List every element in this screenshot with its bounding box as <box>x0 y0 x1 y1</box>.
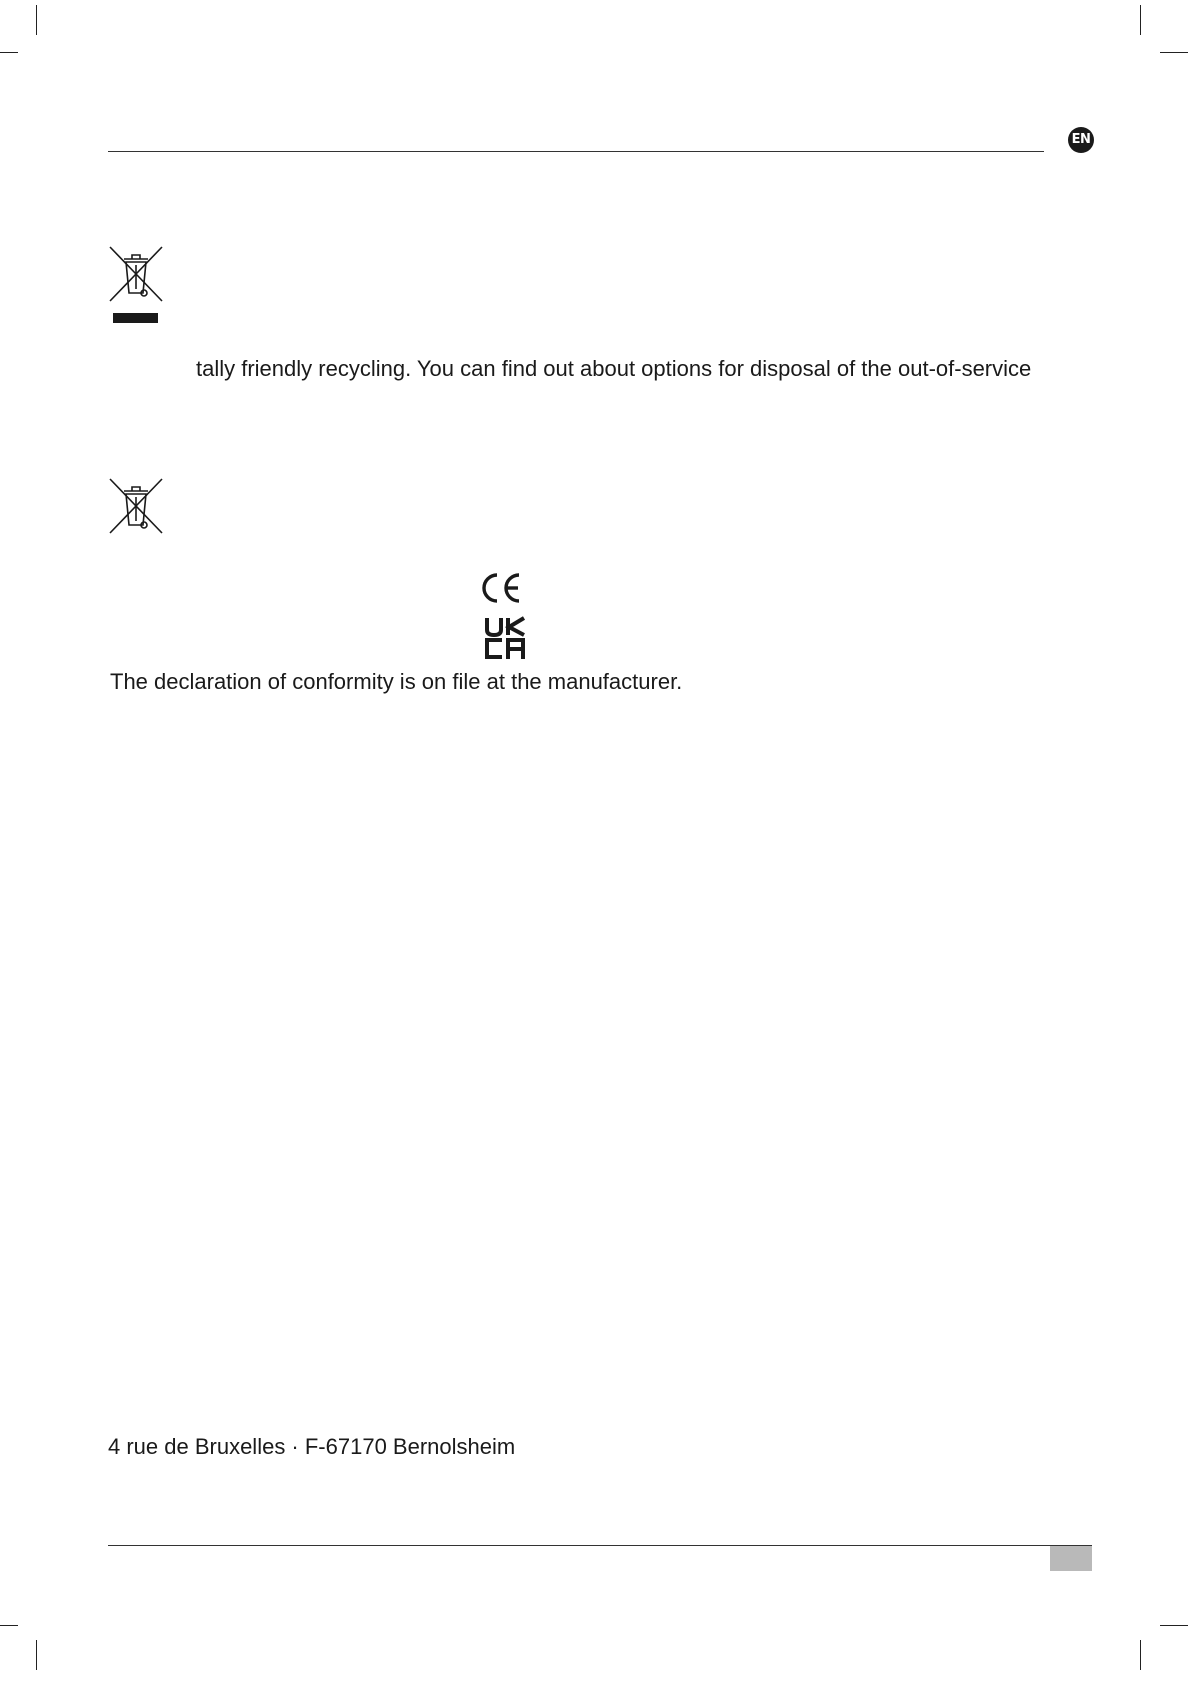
crop-mark-bottom-left-vertical <box>36 1640 37 1670</box>
page-number-tab <box>1050 1546 1092 1571</box>
manufacturer-address: 4 rue de Bruxelles · F-67170 Bernolsheim <box>108 1434 516 1459</box>
crop-mark-top-left-vertical <box>36 5 37 35</box>
language-badge: EN <box>1068 127 1094 153</box>
crop-mark-bottom-right-vertical <box>1140 1640 1141 1670</box>
crop-mark-top-right-horizontal <box>1160 52 1188 53</box>
header-rule <box>108 151 1044 152</box>
crossed-out-wheeled-bin-icon <box>108 245 164 303</box>
crop-mark-top-right-vertical <box>1140 5 1141 35</box>
crop-mark-top-left-horizontal <box>0 52 18 53</box>
crop-mark-bottom-right-horizontal <box>1160 1625 1188 1626</box>
footer-rule <box>108 1545 1092 1546</box>
declaration-of-conformity: The declaration of conformity is on file at the manufacturer. <box>110 669 683 694</box>
bin-underline-bar <box>113 313 158 323</box>
ce-mark-icon <box>479 572 523 609</box>
disposal-text-fragment: tally friendly recycling. You can find out about options for disposal of the out-of-service <box>196 356 1032 381</box>
ukca-mark-icon <box>484 616 528 665</box>
crossed-out-wheeled-bin-icon <box>108 477 164 535</box>
crop-mark-bottom-left-horizontal <box>0 1625 18 1626</box>
